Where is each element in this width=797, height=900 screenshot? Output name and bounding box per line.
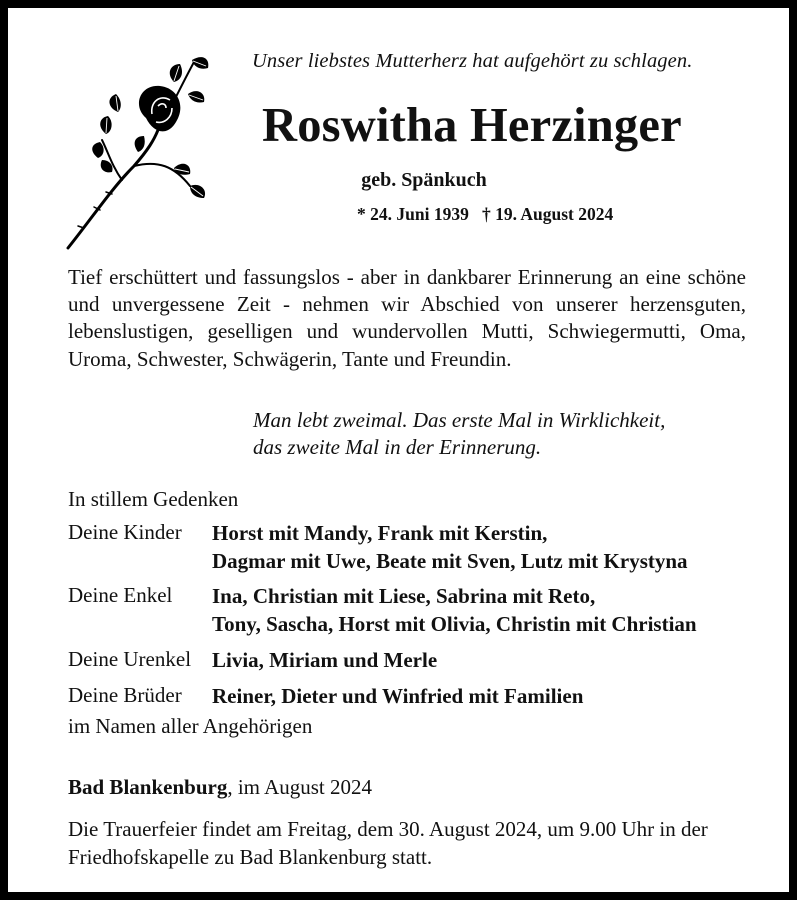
- rose-icon: [62, 48, 216, 252]
- mourner-line: Ina, Christian mit Liese, Sabrina mit Reto,: [212, 584, 596, 608]
- mourner-label: Deine Enkel: [68, 583, 173, 607]
- quote-line: Man lebt zweimal. Das erste Mal in Wirklichkeit,: [253, 408, 666, 432]
- in-memory-heading: In stillem Gedenken: [68, 487, 239, 511]
- mourner-label: Deine Brüder: [68, 683, 182, 707]
- motto: Unser liebstes Mutterherz hat aufgehört zu schlagen.: [252, 50, 693, 72]
- quote-line: das zweite Mal in der Erinnerung.: [253, 435, 542, 459]
- intro-text: Tief erschüttert und fassungslos - aber in dankbarer Erinnerung an eine schöne und unvergessene Zeit - nehmen wir Abschied von unserer herzensguten, lebenslustigen, geselligen und wundervollen Mutti, Schwiegermutti, Oma, Uroma, Schwester, Schwägerin, Tante und Freundin.: [68, 265, 746, 371]
- mourner-names: [212, 583, 697, 638]
- maiden-name: geb. Spänkuch: [361, 169, 487, 191]
- mourner-line: Horst mit Mandy, Frank mit Kerstin,: [212, 521, 548, 545]
- quote: [253, 407, 665, 461]
- place: Bad Blankenburg: [68, 775, 228, 799]
- mourner-names: [212, 683, 583, 711]
- mourner-line: Reiner, Dieter und Winfried mit Familien: [212, 684, 584, 708]
- mourner-label: Deine Kinder: [68, 520, 182, 544]
- signoff: im Namen aller Angehörigen: [68, 714, 313, 738]
- mourner-line: Dagmar mit Uwe, Beate mit Sven, Lutz mit Krystyna: [212, 548, 688, 573]
- date: , im August 2024: [227, 775, 373, 799]
- life-dates: [357, 204, 613, 225]
- funeral-info: Die Trauerfeier findet am Freitag, dem 30. August 2024, um 9.00 Uhr in der Friedhofskapelle zu Bad Blankenburg statt.: [68, 817, 708, 869]
- place-date: [68, 775, 372, 800]
- birth-date: * 24. Juni 1939: [357, 204, 469, 224]
- mourner-names: [212, 520, 688, 575]
- mourner-names: [212, 647, 437, 675]
- mourner-line: Tony, Sascha, Horst mit Olivia, Christin mit Christian: [212, 611, 697, 636]
- death-date: † 19. August 2024: [481, 204, 614, 224]
- mourner-line: Livia, Miriam und Merle: [212, 648, 438, 672]
- deceased-name: Roswitha Herzinger: [262, 99, 682, 152]
- mourner-label: Deine Urenkel: [68, 647, 192, 671]
